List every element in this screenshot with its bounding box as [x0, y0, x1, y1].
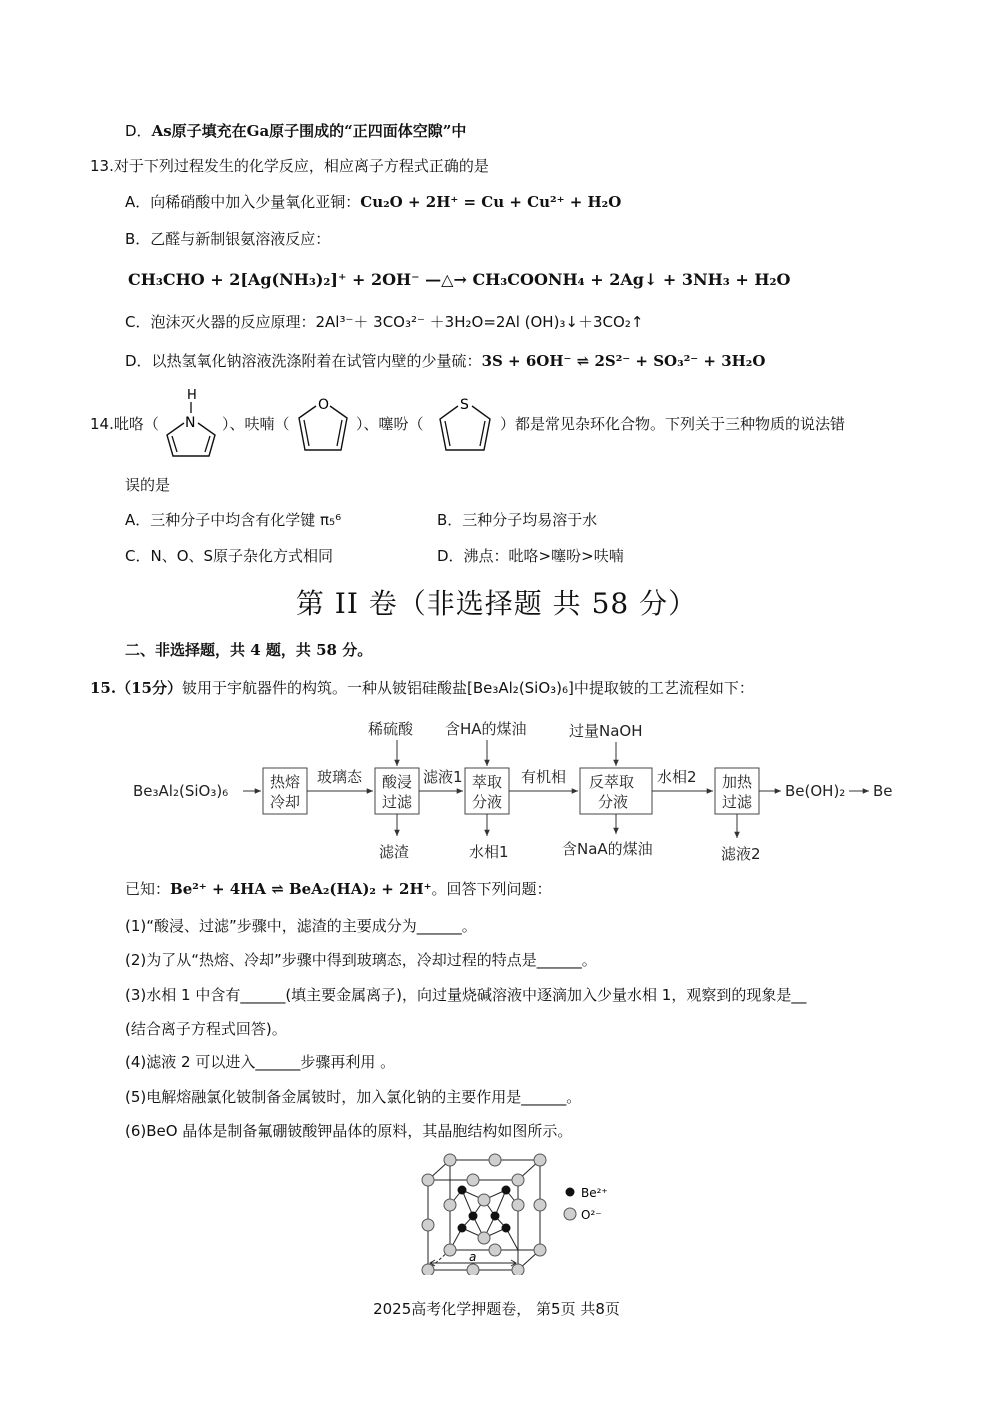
known-equation: Be²⁺ + 4HA ⇌ BeA₂(HA)₂ + 2H⁺ — [170, 880, 432, 898]
flow-start: Be₃Al₂(SiO₃)₆ — [133, 782, 229, 800]
q13-stem: 13.对于下列过程发生的化学反应，相应离子方程式正确的是 — [90, 157, 489, 175]
q15-stem — [90, 678, 754, 698]
q15-part2: (2)为了从“热熔、冷却”步骤中得到玻璃态，冷却过程的特点是______。 — [125, 951, 597, 969]
legend-be-label: Be²⁺ — [581, 1186, 608, 1200]
section-title: 第 II 卷（非选择题 共 58 分） — [295, 587, 698, 620]
box4-line2: 分液 — [598, 793, 629, 811]
atom-h-label: H — [187, 388, 197, 403]
q15-part3a: (3)水相 1 中含有______(填主要金属离子)，向过量烧碱溶液中逐滴加入少量水相 1，观察到的现象是__ — [125, 986, 807, 1004]
option-label: D． — [125, 122, 152, 140]
product-1: Be(OH)₂ — [785, 782, 846, 800]
arrow2-label: 滤液1 — [423, 768, 463, 786]
box2-input: 稀硫酸 — [368, 720, 414, 738]
equation: Cu₂O + 2H⁺ = Cu + Cu²⁺ + H₂O — [360, 193, 622, 211]
box2-output: 滤渣 — [379, 843, 410, 861]
q14-stem-e: 误的是 — [125, 476, 171, 494]
product-2: Be — [873, 782, 893, 800]
box5-output: 滤液2 — [721, 845, 761, 863]
q15-part4: (4)滤液 2 可以进入______步骤再利用 。 — [125, 1053, 396, 1071]
furan-structure — [292, 392, 354, 460]
q14-option-b: B．三种分子均易溶于水 — [437, 511, 598, 529]
box4-line1: 反萃取 — [589, 773, 635, 791]
atom-o-label: O — [318, 397, 330, 413]
q14-stem-b: ）、呋喃（ — [222, 415, 290, 433]
process-flow-diagram — [125, 712, 915, 867]
q13-option-b: B．乙醛与新制银氨溶液反应： — [125, 230, 331, 248]
atom-n-label: N — [185, 415, 196, 431]
q13-option-d — [125, 351, 765, 371]
legend-o-label: O²⁻ — [581, 1208, 602, 1222]
option-text: A．向稀硝酸中加入少量氧化亚铜： — [125, 193, 361, 211]
q15-part6: (6)BeO 晶体是制备氟硼铍酸钾晶体的原料，其晶胞结构如图所示。 — [125, 1122, 573, 1140]
legend-be-marker — [566, 1188, 575, 1197]
q14-stem-d: ）都是常见杂环化合物。下列关于三种物质的说法错 — [500, 415, 846, 433]
known-prefix: 已知： — [125, 880, 171, 898]
box1-line1: 热熔 — [270, 773, 301, 791]
box2-line2: 过滤 — [382, 793, 413, 811]
q13-option-c: C．泡沫灭火器的反应原理：2Al³⁻＋ 3CO₃²⁻ ＋3H₂O=2Al (OH)₃↓＋3CO₂↑ — [125, 313, 644, 331]
q15-part1: (1)“酸浸、过滤”步骤中，滤渣的主要成分为______。 — [125, 917, 477, 935]
legend-o-marker — [564, 1208, 576, 1220]
q13-option-b-equation: CH₃CHO + 2[Ag(NH₃)₂]⁺ + 2OH⁻ —△→ CH₃COONH₄ + 2Ag↓ + 3NH₃ + H₂O — [128, 270, 791, 289]
q13-option-a — [125, 192, 621, 212]
box5-line1: 加热 — [722, 773, 753, 791]
q14-stem-c: ）、噻吩（ — [356, 415, 424, 433]
q14-option-c: C．N、O、S原子杂化方式相同 — [125, 547, 334, 565]
box2-line1: 酸浸 — [382, 773, 413, 791]
arrow4-label: 水相2 — [657, 768, 697, 786]
option-text: As原子填充在Ga原子围成的“正四面体空隙”中 — [151, 122, 467, 140]
arrow3-label: 有机相 — [521, 768, 567, 786]
box3-line1: 萃取 — [472, 773, 503, 791]
q15-part5: (5)电解熔融氯化铍制备金属铍时，加入氯化钠的主要作用是______。 — [125, 1088, 582, 1106]
thiophene-structure — [432, 392, 498, 460]
q14-option-a: A．三种分子中均含有化学键 π₅⁶ — [125, 511, 342, 529]
q12-option-d — [125, 121, 466, 141]
pyrrole-structure — [160, 385, 220, 460]
q14-option-d: D．沸点：吡咯>噻吩>呋喃 — [437, 547, 624, 565]
box5-line2: 过滤 — [722, 793, 753, 811]
page-footer: 2025高考化学押题卷， 第5页 共8页 — [373, 1300, 620, 1318]
question-number: 15.（15分） — [90, 679, 182, 697]
section-heading: 二、非选择题，共 4 题，共 58 分。 — [125, 641, 373, 659]
box1-line2: 冷却 — [270, 793, 301, 811]
box3-line2: 分液 — [472, 793, 503, 811]
box4-input: 过量NaOH — [569, 722, 643, 740]
equation: 3S + 6OH⁻ ⇌ 2S²⁻ + SO₃²⁻ + 3H₂O — [481, 352, 766, 370]
known-suffix: 。回答下列问题： — [431, 880, 552, 898]
option-text: D．以热氢氧化钠溶液洗涤附着在试管内壁的少量硫： — [125, 352, 482, 370]
atom-s-label: S — [460, 397, 469, 413]
box3-input: 含HA的煤油 — [445, 720, 527, 738]
q15-known — [125, 879, 552, 899]
question-stem: 铍用于宇航器件的构筑。一种从铍铝硅酸盐[Be₃Al₂(SiO₃)₆]中提取铍的工艺流程如下： — [181, 679, 754, 697]
box4-output: 含NaA的煤油 — [562, 840, 653, 858]
q15-part3b: (结合离子方程式回答)。 — [125, 1020, 287, 1038]
beo-unit-cell — [418, 1150, 633, 1275]
cell-parameter-label: a — [469, 1250, 477, 1264]
q14-stem-a: 14.吡咯（ — [90, 415, 159, 433]
box3-output: 水相1 — [469, 843, 509, 861]
arrow1-label: 玻璃态 — [317, 768, 363, 786]
